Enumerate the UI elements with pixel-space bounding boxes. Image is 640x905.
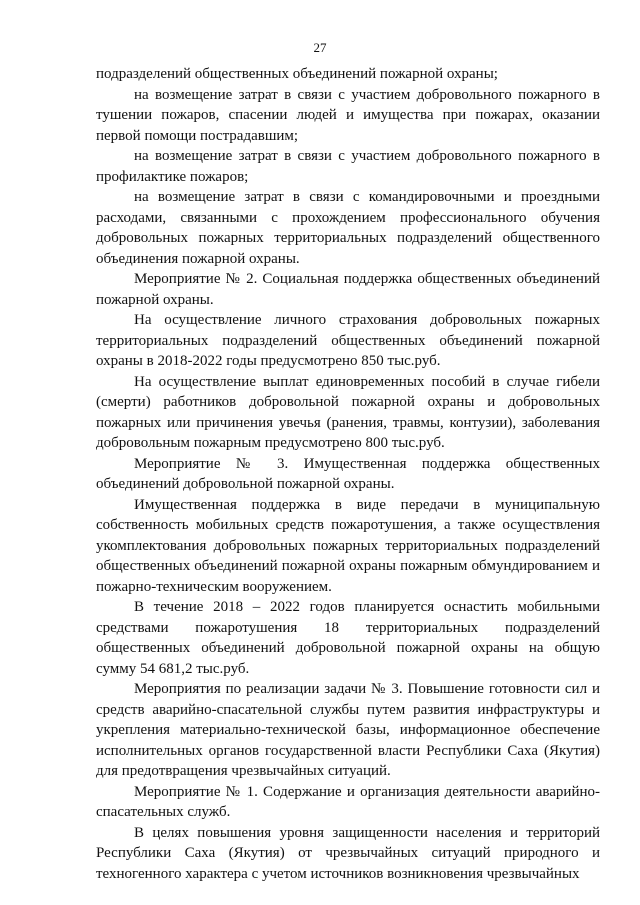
paragraph-benefits: На осуществление выплат единовременных пособий в случае гибели (смерти) работников добровольной пожарной охраны и добровольных пожарных или причинения увечья (ранения, травмы, контузии), заболевания добровольным пожарным предусмотрено 800 тыс.руб. (96, 373, 600, 451)
paragraph-equipment-plan: В течение 2018 – 2022 годов планируется оснастить мобильными средствами пожаротушения 18 территориальных подразделений общественных объединений добровольной пожарной охраны на общую сумму 54 681,2 тыс.руб. (96, 599, 600, 677)
paragraph-measure-2-heading: Мероприятие № 2. Социальная поддержка общественных объединений пожарной охраны. (96, 271, 600, 308)
paragraph-continuation: подразделений общественных объединений пожарной охраны; (96, 66, 498, 82)
paragraph-insurance: На осуществление личного страхования добровольных пожарных территориальных подразделений общественных объединений пожарной охраны в 2018-2022 годы предусмотрено 850 тыс.руб. (96, 312, 600, 369)
paragraph-measure-3-heading: Мероприятие № 3. Имущественная поддержка общественных объединений добровольной пожарной охраны. (96, 455, 600, 492)
paragraph-measure-1-heading: Мероприятие № 1. Содержание и организация деятельности аварийно-спасательных служб. (96, 783, 600, 820)
paragraph-compensation-prevention: на возмещение затрат в связи с участием добровольного пожарного в профилактике пожаров; (96, 148, 600, 185)
page-number: 27 (313, 40, 327, 55)
paragraph-property-support: Имущественная поддержка в виде передачи в муниципальную собственность мобильных средств пожаротушения, а также осуществления укомплектования добровольных пожарных территориальных подразделений общественных объединений пожарной охраны пожарным обмундированием и пожарно-техническим вооружением. (96, 496, 600, 595)
paragraph-protection-goal: В целях повышения уровня защищенности населения и территорий Республики Саха (Якутия) от чрезвычайных ситуаций природного и техногенного характера с учетом источников возникновения чрезвычайных (96, 824, 600, 882)
paragraph-compensation-firefighting: на возмещение затрат в связи с участием добровольного пожарного в тушении пожаров, спасении людей и имущества при пожарах, оказании первой помощи пострадавшим; (96, 86, 600, 144)
body-text (96, 64, 600, 884)
paragraph-compensation-travel: на возмещение затрат в связи с командировочными и проездными расходами, связанными с прохождением профессионального обучения добровольных пожарных территориальных подразделений общественного объединения пожарной охраны. (96, 189, 600, 267)
paragraph-task-3-heading: Мероприятия по реализации задачи № 3. Повышение готовности сил и средств аварийно-спасательной службы путем развития инфраструктуры и укрепления материально-технической базы, информационное обеспечение исполнительных органов государственной власти Республики Саха (Якутия) для предотвращения чрезвычайных ситуаций. (96, 681, 600, 779)
